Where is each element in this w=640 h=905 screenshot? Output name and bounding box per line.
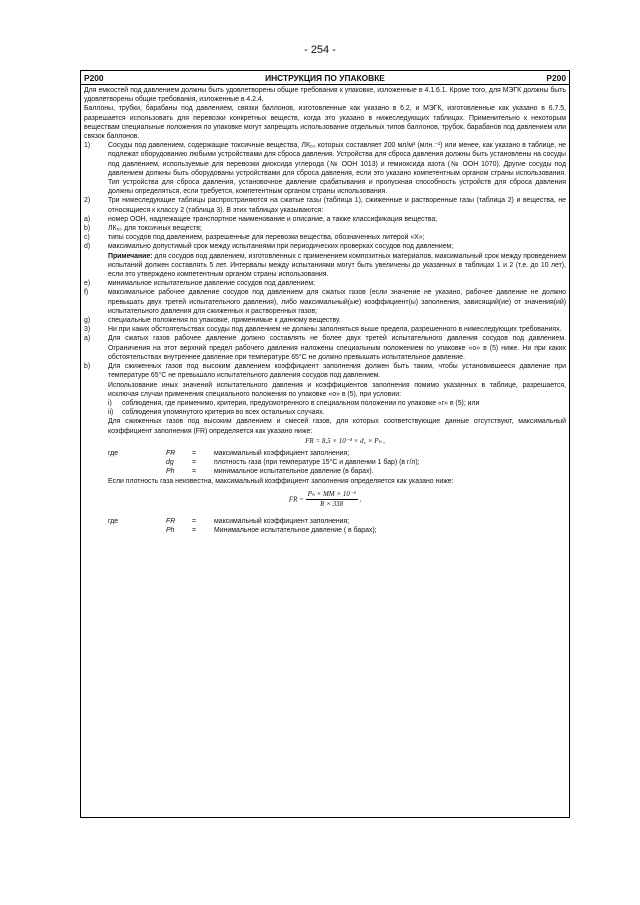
sub-label: a) <box>84 335 91 343</box>
symbol: Ph <box>166 527 175 535</box>
sub-text: ЛК₅₀ для токсичных веществ; <box>108 225 202 233</box>
sub-label: c) <box>84 234 90 242</box>
item-3-a <box>84 334 566 362</box>
equals-sign: = <box>192 449 197 457</box>
sub-text: типы сосудов под давлением, разрешенные для перевозки вещества, обозначенных литерой «X»; <box>108 234 425 242</box>
item-2-e <box>84 279 566 288</box>
sub-label: f) <box>84 289 89 297</box>
item-2-g <box>84 316 566 325</box>
sub-label: g) <box>84 317 91 325</box>
item-2-label: 2) <box>84 197 91 205</box>
sub-label: d) <box>84 243 91 251</box>
header-title: ИНСТРУКЦИЯ ПО УПАКОВКЕ <box>265 72 385 83</box>
equals-sign: = <box>192 527 197 535</box>
instruction-body <box>81 85 569 536</box>
equals-sign: = <box>192 459 197 467</box>
item-1 <box>84 141 566 196</box>
symbol-description: максимальный коэффициент заполнения; <box>214 518 350 526</box>
note-paragraph <box>84 252 566 280</box>
density-unknown-paragraph: Если плотность газа неизвестна, максимальный коэффициент заполнения определяется как указано ниже: <box>108 477 454 485</box>
formula-tail: , <box>359 495 362 504</box>
formula-fraction <box>306 490 358 509</box>
definition-row <box>84 517 566 526</box>
where-label <box>84 467 166 476</box>
item-3-b-ii <box>84 408 566 417</box>
item-2-f <box>84 288 566 316</box>
header-code-left: P200 <box>84 72 104 83</box>
item-2 <box>84 196 566 214</box>
item-2-b <box>84 224 566 233</box>
sub-label: i) <box>108 399 112 407</box>
intro-paragraph-1: Для емкостей под давлением должны быть удовлетворены общие требования к упаковке, изложенные в 4.1.6.1. Кроме того, для МЭГК должны быть удовлетворены общие требования, изложенные в 4.2.4. <box>84 87 566 104</box>
note-label: Примечание: <box>108 252 153 260</box>
formula-filling-ratio-1: FR = 8,5 × 10⁻⁴ × d꜀ × Pₕ , <box>305 436 385 445</box>
sub-label: a) <box>84 215 91 223</box>
item-2-a <box>84 215 566 224</box>
where-label: где <box>108 449 119 457</box>
where-label <box>84 458 166 467</box>
sub-label: ii) <box>108 409 114 417</box>
sub-label: b) <box>84 225 91 233</box>
intro-paragraph-2: Баллоны, трубки, барабаны под давлением, связки баллонов, изготовленные как указано в 6.2, и МЭГК, изготовленные как указано в 6.7.5, разрешается использовать для перевозки конкретных веществ, когда это указано в нижеследующих таблицах. Применительно к некоторым веществам специальные положения по упаковке могут запрещать использование отдельных типов баллонов, трубок, барабанов под давлением или связок баллонов. <box>84 105 566 141</box>
item-2-d <box>84 242 566 251</box>
formula-filling-ratio-2 <box>84 490 566 509</box>
definition-row <box>84 458 566 467</box>
sub-text: максимальное рабочее давление сосудов под давлением для сжатых газов (если значение не указано, рабочее давление не должно превышать двух третей испытательного давления), либо максимальный(ые) коэффициент(ы) заполнения, зависящий(ие) от значения(ий) испытательного давления для сжиженных и растворенных газов; <box>108 289 566 315</box>
item-1-label: 1) <box>84 142 91 150</box>
symbol-description: максимальный коэффициент заполнения; <box>214 449 350 457</box>
sub-text: специальные положения по упаковке, применимые к данному веществу. <box>108 317 341 325</box>
formula-lhs: FR = <box>288 495 304 504</box>
sub-text: соблюдения упомянутого критерия во всех остальных случаях. <box>122 409 325 417</box>
definition-row <box>84 467 566 476</box>
item-1-text: Сосуды под давлением, содержащие токсичные вещества, ЛК₅₀ которых составляет 200 мл/м³ (млн.⁻¹) или менее, как указано в таблице, не подлежат оборудованию любыми устройствами для сброса давления. Устройства для сброса давления должны быть установлены на сосуды под давлением, используемые для перевозки диоксида углерода (№ ООН 1013) и гемиоксида азота (№ ООН 1070). Другие сосуды под давлением должны быть оборудованы устройствами для сброса давления, если это указано компетентным органом страны использования. Тип устройства для сброса давления, установочное давление срабатывания и пропускная способность устройств для сброса давления должны определяться, если требуется, компетентным органом страны использования. <box>108 142 566 196</box>
item-2-text: Три нижеследующие таблицы распространяются на сжатые газы (таблица 1), сжиженные и растворенные газы (таблица 2) и вещества, не относящиеся к классу 2 (таблица 3). В этих таблицах указываются: <box>108 197 566 214</box>
definition-row <box>84 526 566 535</box>
equals-sign: = <box>192 468 197 476</box>
item-3-b-paragraph-2: Для сжиженных газов под высоким давлением и смесей газов, для которых соответствующие данные отсутствуют, максимальный коэффициент заполнения (FR) определяется как указано ниже: <box>108 418 566 435</box>
symbol-description: минимальное испытательное давление (в барах). <box>214 468 374 476</box>
sub-text: минимальное испытательное давление сосудов под давлением; <box>108 280 315 288</box>
symbol-description: плотность газа (при температуре 15°С и давлении 1 бар) (в г/л); <box>214 459 420 467</box>
header-code-right: P200 <box>546 72 566 83</box>
item-3 <box>84 325 566 334</box>
item-3-b-i <box>84 399 566 408</box>
sub-text: Для сжатых газов рабочее давление должно составлять не более двух третей испытательного давления сосудов под давлением. Ограничения на этот верхний предел рабочего давления наложены специальным положением по упаковке «o» в (5) ниже. Ни при каких обстоятельствах внутреннее давление при температуре 65°С не должно превышать испытательное давление. <box>108 335 566 361</box>
item-3-label: 3) <box>84 326 91 334</box>
sub-text: максимально допустимый срок между испытаниями при периодических проверках сосудов под давлением; <box>108 243 454 251</box>
definition-row <box>84 449 566 458</box>
page-number: - 254 - <box>304 44 336 56</box>
symbol: FR <box>166 518 176 526</box>
item-3-b <box>84 362 566 380</box>
sub-label: b) <box>84 363 91 371</box>
item-2-c <box>84 233 566 242</box>
where-label: где <box>108 518 119 526</box>
symbol-description: Минимальное испытательное давление ( в барах); <box>214 527 377 535</box>
equals-sign: = <box>192 518 197 526</box>
instruction-header <box>81 71 569 85</box>
symbol: dg <box>166 459 174 467</box>
sub-label: e) <box>84 280 91 288</box>
packing-instruction-box <box>80 70 570 818</box>
item-3-text: Ни при каких обстоятельствах сосуды под давлением не должны заполняться выше предела, разрешенного в нижеследующих требованиях. <box>108 326 562 334</box>
sub-text: номер ООН, надлежащее транспортное наименование и описание, а также классификация вещества; <box>108 215 438 223</box>
sub-text: Для сжиженных газов под высоким давлением коэффициент заполнения должен быть таким, чтобы установившееся давление при температуре 65°С не превышало испытательного давления сосудов под давлением. <box>108 363 566 380</box>
item-3-b-paragraph: Использование иных значений испытательного давления и коэффициентов заполнения помимо указанных в таблице, разрешается, исключая случаи применения специального положения по упаковке «o» в (5), при условии: <box>108 381 566 398</box>
note-text: для сосудов под давлением, изготовленных с применением композитных материалов, максимальный срок между проведением испытаний должен составлять 5 лет. Интервалы между испытаниями могут быть увеличены до указанных в таблицах 1 и 2 (т.е. до 10 лет), если это утверждено компетентным органом страны использования. <box>108 252 566 279</box>
formula-numerator: Pₕ × MM × 10⁻³ <box>306 490 358 500</box>
symbol: FR <box>166 449 176 457</box>
where-label <box>84 526 166 535</box>
formula-denominator: R × 338 <box>320 499 344 508</box>
symbol: Ph <box>166 468 175 476</box>
sub-text: соблюдения, где применимо, критерия, предусмотренного в специальном положении по упаковке «r» в (5); или <box>122 399 480 407</box>
